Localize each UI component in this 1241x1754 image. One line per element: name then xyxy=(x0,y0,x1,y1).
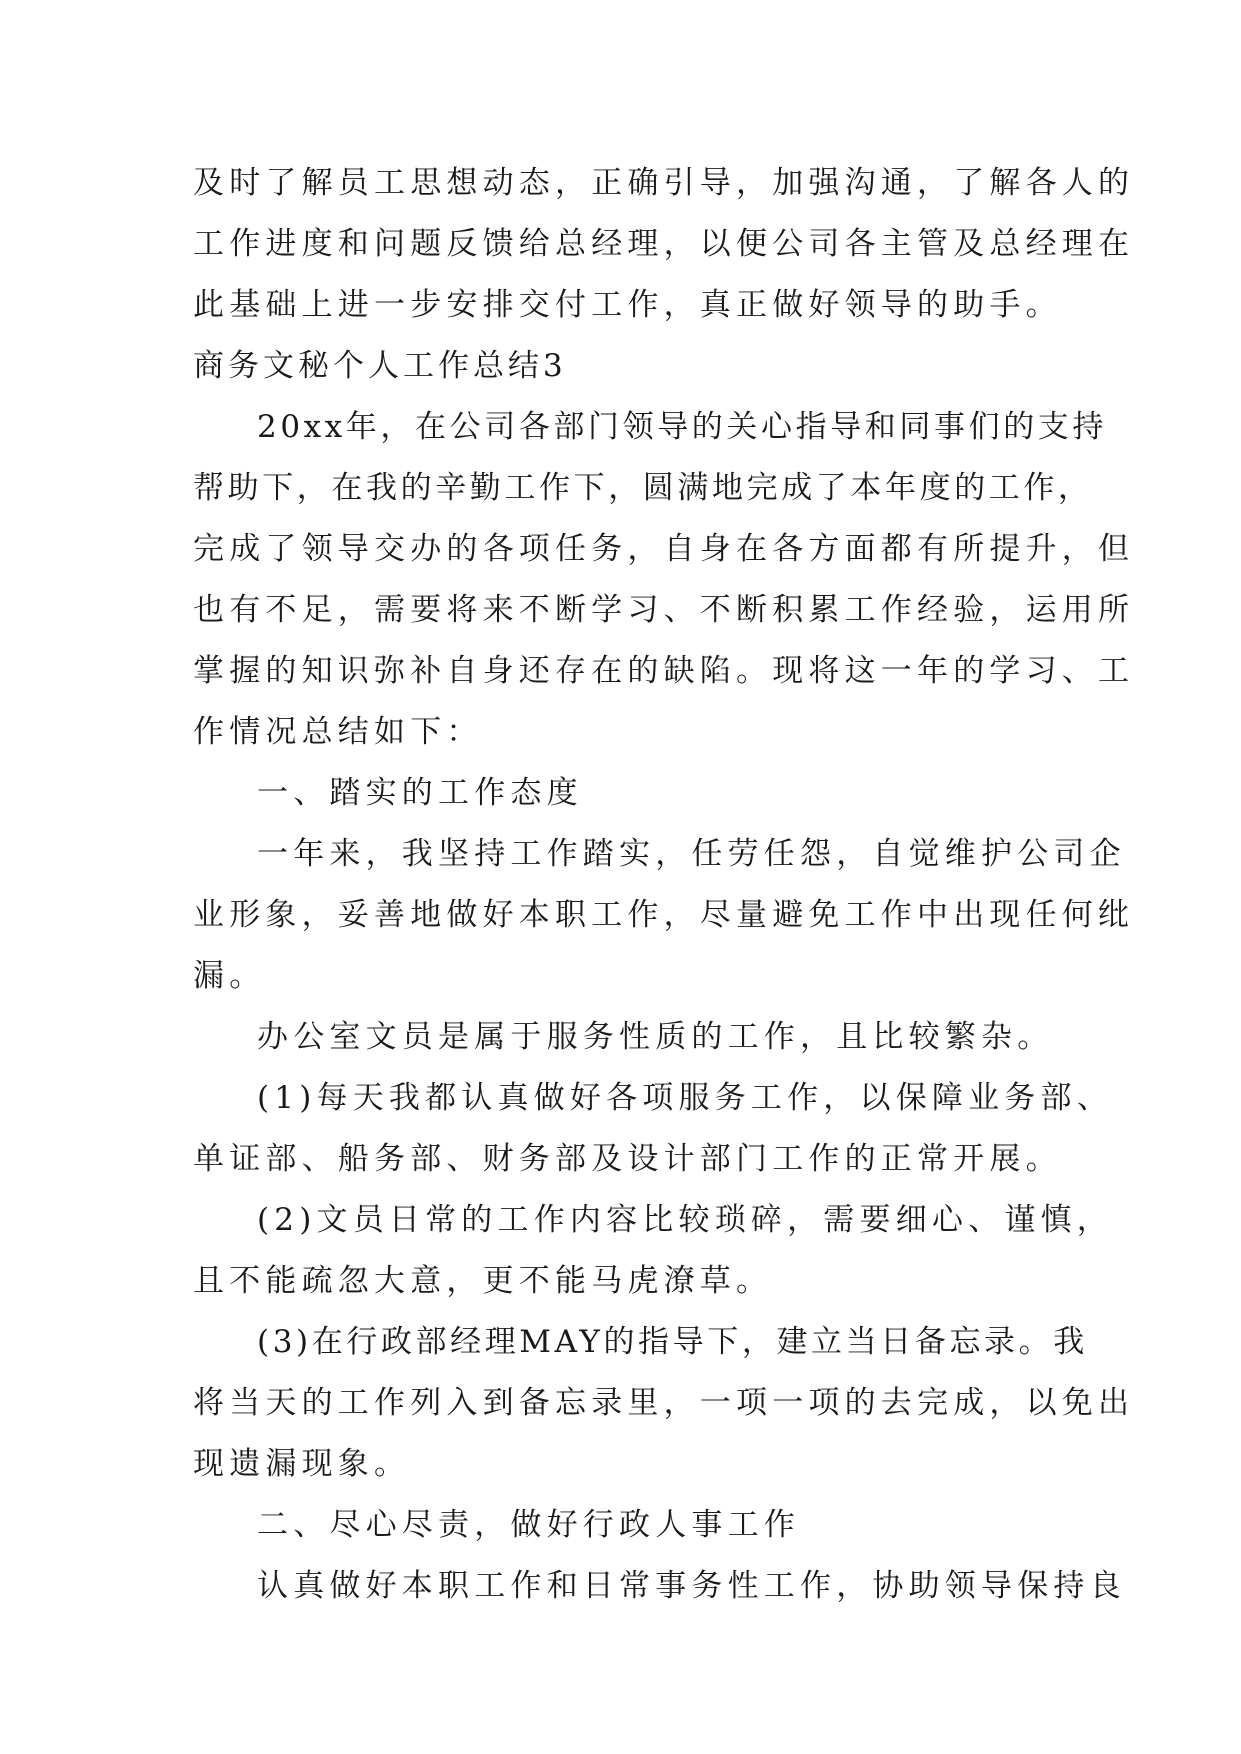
body-text-line: 现遗漏现象。 xyxy=(193,1446,411,1482)
subheading: 二、尽心尽责，做好行政人事工作 xyxy=(257,1507,800,1543)
section-title: 商务文秘个人工作总结3 xyxy=(193,348,567,384)
body-text-line: 20xx年，在公司各部门领导的关心指导和同事们的支持 xyxy=(257,409,1108,445)
list-item: (3)在行政部经理MAY的指导下，建立当日备忘录。我 xyxy=(257,1324,1088,1360)
document-page xyxy=(193,153,1135,1617)
list-item: (1)每天我都认真做好各项服务工作，以保障业务部、 xyxy=(257,1080,1113,1116)
body-text-line: 帮助下，在我的辛勤工作下，圆满地完成了本年度的工作， xyxy=(193,470,1093,506)
body-text-line: 漏。 xyxy=(193,958,266,994)
list-item: (2)文员日常的工作内容比较琐碎，需要细心、谨慎， xyxy=(257,1202,1113,1238)
body-text-line: 办公室文员是属于服务性质的工作，且比较繁杂。 xyxy=(257,1019,1054,1055)
body-text-line: 业形象，妥善地做好本职工作，尽量避免工作中出现任何纰 xyxy=(193,897,1135,933)
body-text-line: 一年来，我坚持工作踏实，任劳任怨，自觉维护公司企 xyxy=(257,836,1126,872)
body-text-line: 此基础上进一步安排交付工作，真正做好领导的助手。 xyxy=(193,287,1062,323)
body-text-line: 工作进度和问题反馈给总经理，以便公司各主管及总经理在 xyxy=(193,226,1135,262)
body-text-line: 认真做好本职工作和日常事务性工作，协助领导保持良 xyxy=(257,1568,1126,1604)
body-text-line: 也有不足，需要将来不断学习、不断积累工作经验，运用所 xyxy=(193,592,1135,628)
subheading: 一、踏实的工作态度 xyxy=(257,775,583,811)
body-text-line: 将当天的工作列入到备忘录里，一项一项的去完成，以免出 xyxy=(193,1385,1135,1421)
body-text-line: 单证部、船务部、财务部及设计部门工作的正常开展。 xyxy=(193,1141,1062,1177)
body-text-line: 且不能疏忽大意，更不能马虎潦草。 xyxy=(193,1263,773,1299)
body-text-line: 掌握的知识弥补自身还存在的缺陷。现将这一年的学习、工 xyxy=(193,653,1135,689)
body-text-line: 完成了领导交办的各项任务，自身在各方面都有所提升，但 xyxy=(193,531,1135,567)
body-text-line: 作情况总结如下： xyxy=(193,714,483,750)
body-text-line: 及时了解员工思想动态，正确引导，加强沟通，了解各人的 xyxy=(193,165,1135,201)
